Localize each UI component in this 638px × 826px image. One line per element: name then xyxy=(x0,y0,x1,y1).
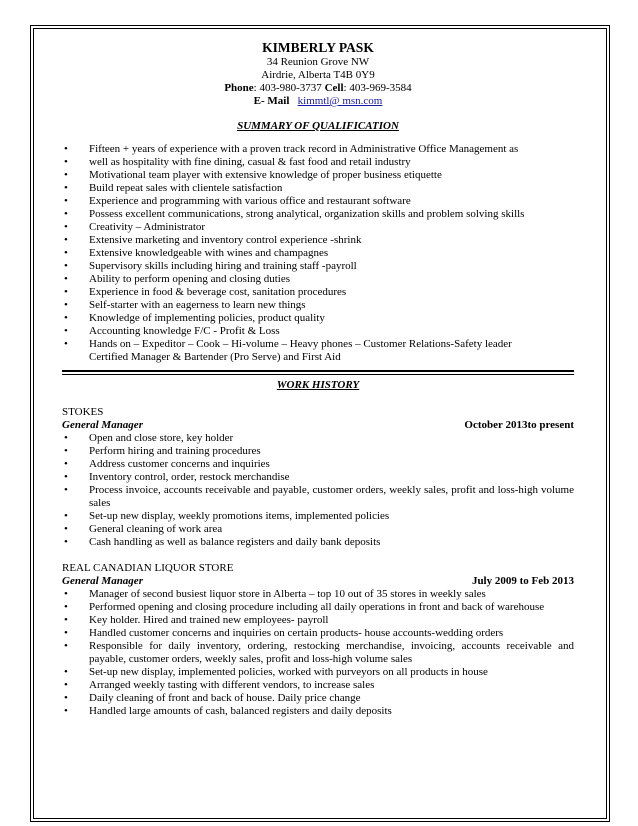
duty-item: • Inventory control, order, restock merchandise xyxy=(62,471,574,484)
summary-item: • Supervisory skills including hiring and training staff -payroll xyxy=(62,260,574,273)
duties-list xyxy=(62,432,574,549)
duty-item: • Key holder. Hired and trained new employees- payroll xyxy=(62,614,574,627)
cell-label: Cell xyxy=(324,82,344,94)
email-link[interactable]: kimmtl@ msn.com xyxy=(297,95,383,107)
role-row xyxy=(62,419,574,432)
summary-continuation: Certified Manager & Bartender (Pro Serve) and First Aid xyxy=(89,351,341,363)
address-line-1: 34 Reunion Grove NW xyxy=(266,56,370,68)
duty-item: • Handled large amounts of cash, balanced registers and daily deposits xyxy=(62,705,574,718)
summary-item: • Possess excellent communications, strong analytical, organization skills and problem solving skills xyxy=(62,208,574,221)
role-title: General Manager xyxy=(62,575,143,587)
duty-item: • Set-up new display, weekly promotions items, implemented policies xyxy=(62,510,574,523)
summary-item: • Accounting knowledge F/C - Profit & Loss xyxy=(62,325,574,338)
summary-item: • Creativity – Administrator xyxy=(62,221,574,234)
duty-item: • Handled customer concerns and inquiries on certain products- house accounts-wedding orders xyxy=(62,627,574,640)
address-line-2: Airdrie, Alberta T4B 0Y9 xyxy=(261,69,375,81)
company-name: STOKES xyxy=(62,406,104,418)
role-dates: July 2009 to Feb 2013 xyxy=(471,575,574,587)
role-row xyxy=(62,575,574,588)
summary-item: • Ability to perform opening and closing duties xyxy=(62,273,574,286)
cell-value: : 403-969-3584 xyxy=(343,82,412,94)
role-title: General Manager xyxy=(62,419,143,431)
job-entry-real-canadian xyxy=(62,562,574,718)
email-label: E- Mail xyxy=(253,95,290,107)
section-divider-thick xyxy=(62,370,574,372)
email-line xyxy=(62,95,574,108)
summary-item: • Hands on – Expeditor – Cook – Hi-volume – Heavy phones – Customer Relations-Safety leader xyxy=(62,338,574,351)
role-dates: October 2013to present xyxy=(464,419,574,431)
duties-list xyxy=(62,588,574,718)
duty-item: • Address customer concerns and inquiries xyxy=(62,458,574,471)
phone-label: Phone xyxy=(224,82,254,94)
summary-item: • Build repeat sales with clientele satisfaction xyxy=(62,182,574,195)
summary-item: • Extensive marketing and inventory control experience -shrink xyxy=(62,234,574,247)
summary-item: • Extensive knowledgeable with wines and champagnes xyxy=(62,247,574,260)
duty-item: • Arranged weekly tasting with different vendors, to increase sales xyxy=(62,679,574,692)
candidate-name: KIMBERLY PASK xyxy=(262,40,374,55)
duty-item: • Cash handling as well as balance registers and daily bank deposits xyxy=(62,536,574,549)
summary-item: • Motivational team player with extensive knowledge of proper business etiquette xyxy=(62,169,574,182)
duty-item: • General cleaning of work area xyxy=(62,523,574,536)
summary-item: • Experience and programming with various office and restaurant software xyxy=(62,195,574,208)
summary-item: • well as hospitality with fine dining, casual & fast food and retail industry xyxy=(62,156,574,169)
summary-list xyxy=(62,143,574,351)
duty-item: • Perform hiring and training procedures xyxy=(62,445,574,458)
summary-title: SUMMARY OF QUALIFICATION xyxy=(237,120,399,132)
summary-item: • Knowledge of implementing policies, product quality xyxy=(62,312,574,325)
duty-item: • Daily cleaning of front and back of house. Daily price change xyxy=(62,692,574,705)
duty-item: • Open and close store, key holder xyxy=(62,432,574,445)
summary-item: • Fifteen + years of experience with a proven track record in Administrative Office Management as xyxy=(62,143,574,156)
job-entry-stokes xyxy=(62,406,574,549)
duty-item: • Process invoice, accounts receivable and payable, customer orders, weekly sales, profit and loss-high volume sales xyxy=(62,484,574,510)
work-history-title: WORK HISTORY xyxy=(276,379,360,391)
summary-item: • Experience in food & beverage cost, sanitation procedures xyxy=(62,286,574,299)
phone-value: : 403-980-3737 xyxy=(253,82,325,94)
duty-item: • Set-up new display, implemented policies, worked with purveyors on all products in house xyxy=(62,666,574,679)
duty-item: • Performed opening and closing procedure including all daily operations in front and back of warehouse xyxy=(62,601,574,614)
resume-document xyxy=(62,40,574,718)
summary-item: • Self-starter with an eagerness to learn new things xyxy=(62,299,574,312)
company-name: REAL CANADIAN LIQUOR STORE xyxy=(62,562,234,574)
duty-item: • Manager of second busiest liquor store in Alberta – top 10 out of 35 stores in weekly sales xyxy=(62,588,574,601)
duty-item: • Responsible for daily inventory, ordering, restocking merchandise, invoicing, accounts receivable and payable, customer orders, weekly sales, profit and loss-high volume sales xyxy=(62,640,574,666)
resume-header xyxy=(62,40,574,108)
phone-line xyxy=(62,82,574,95)
